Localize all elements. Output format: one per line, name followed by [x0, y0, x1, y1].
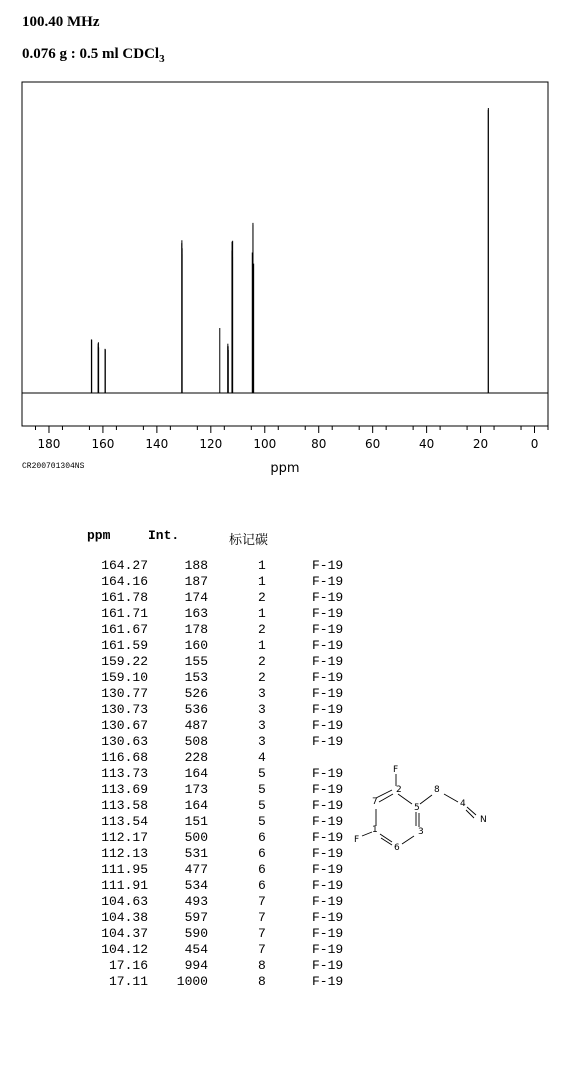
label-cell: 3	[258, 734, 266, 749]
label-cell: 6	[258, 846, 266, 861]
table-row	[0, 606, 570, 622]
table-row	[0, 590, 570, 606]
int-cell: 500	[184, 830, 208, 845]
ppm-cell: 104.38	[101, 910, 148, 925]
int-cell: 454	[184, 942, 208, 957]
ppm-cell: 113.58	[101, 798, 148, 813]
tick-label-140: 140	[145, 437, 169, 451]
label-cell: 7	[258, 926, 266, 941]
int-cell: 477	[184, 862, 208, 877]
label-cell: 1	[258, 558, 266, 573]
int-cell: 1000	[176, 974, 208, 989]
int-cell: 526	[184, 686, 208, 701]
int-cell: 228	[184, 750, 208, 765]
molecule-structure	[348, 764, 508, 884]
label-cell: 6	[258, 878, 266, 893]
table-row	[0, 654, 570, 670]
label-cell: 3	[258, 718, 266, 733]
tag-cell: F-19	[312, 654, 344, 669]
int-cell: 188	[184, 558, 208, 573]
int-cell: 994	[184, 958, 208, 973]
ppm-cell: 104.63	[101, 894, 148, 909]
atom-label: 6	[394, 843, 400, 853]
molecule-labels	[354, 765, 487, 853]
label-cell: 5	[258, 798, 266, 813]
sample-text: 0.076 g : 0.5 ml CDCl	[22, 46, 160, 62]
label-cell: 2	[258, 622, 266, 637]
atom-label: 5	[414, 803, 420, 813]
tick-label-100: 100	[253, 437, 277, 451]
int-cell: 531	[184, 846, 208, 861]
tag-cell: F-19	[312, 734, 344, 749]
ppm-cell: 130.63	[101, 734, 148, 749]
atom-label: N	[480, 815, 487, 825]
tag-cell: F-19	[312, 974, 344, 989]
peak-table-header	[0, 528, 570, 548]
tag-cell: F-19	[312, 622, 344, 637]
int-cell: 487	[184, 718, 208, 733]
table-row	[0, 574, 570, 590]
label-cell: 1	[258, 606, 266, 621]
int-cell: 590	[184, 926, 208, 941]
int-cell: 178	[184, 622, 208, 637]
nmr-spectrum-chart	[0, 0, 570, 480]
tag-cell: F-19	[312, 910, 344, 925]
ppm-cell: 161.71	[101, 606, 148, 621]
tag-cell: F-19	[312, 926, 344, 941]
sample-subscript: 3	[159, 53, 165, 65]
tag-cell: F-19	[312, 590, 344, 605]
peak-group	[91, 108, 488, 393]
atom-label: F	[354, 835, 360, 845]
int-cell: 164	[184, 798, 208, 813]
ppm-cell: 130.73	[101, 702, 148, 717]
int-cell: 160	[184, 638, 208, 653]
tick-label-120: 120	[199, 437, 223, 451]
ppm-cell: 116.68	[101, 750, 148, 765]
label-cell: 5	[258, 766, 266, 781]
int-cell: 174	[184, 590, 208, 605]
tag-cell: F-19	[312, 862, 344, 877]
atom-label: 3	[418, 827, 424, 837]
table-row	[0, 702, 570, 718]
int-cell: 164	[184, 766, 208, 781]
tick-label-40: 40	[418, 437, 435, 451]
tag-cell: F-19	[312, 846, 344, 861]
label-cell: 8	[258, 974, 266, 989]
ppm-cell: 161.59	[101, 638, 148, 653]
tick-label-80: 80	[311, 437, 327, 451]
atom-label: 7	[372, 797, 378, 807]
atom-label: 2	[396, 785, 402, 795]
int-cell: 163	[184, 606, 208, 621]
label-cell: 7	[258, 942, 266, 957]
label-cell: 5	[258, 814, 266, 829]
int-cell: 187	[184, 574, 208, 589]
tag-cell: F-19	[312, 638, 344, 653]
tick-label-20: 20	[472, 437, 489, 451]
int-cell: 536	[184, 702, 208, 717]
label-cell: 7	[258, 910, 266, 925]
spectrum-code: CR200701304NS	[22, 462, 85, 471]
tag-cell: F-19	[312, 574, 344, 589]
label-cell: 2	[258, 670, 266, 685]
label-cell: 1	[258, 638, 266, 653]
tag-cell: F-19	[312, 958, 344, 973]
ppm-cell: 113.69	[101, 782, 148, 797]
atom-label: 4	[460, 799, 466, 809]
table-row	[0, 718, 570, 734]
label-cell: 3	[258, 702, 266, 717]
int-cell: 153	[184, 670, 208, 685]
ppm-cell: 113.54	[101, 814, 148, 829]
table-row	[0, 686, 570, 702]
int-cell: 151	[184, 814, 208, 829]
tag-cell: F-19	[312, 766, 344, 781]
tag-cell: F-19	[312, 814, 344, 829]
ppm-cell: 112.17	[101, 830, 148, 845]
tick-label-0: 0	[530, 437, 539, 451]
ppm-cell: 159.22	[101, 654, 148, 669]
tag-cell: F-19	[312, 686, 344, 701]
table-row	[0, 622, 570, 638]
label-cell: 6	[258, 830, 266, 845]
table-row	[0, 734, 570, 750]
tag-cell: F-19	[312, 606, 344, 621]
col-label-header: 标记碳	[229, 533, 269, 548]
tag-cell: F-19	[312, 782, 344, 797]
label-cell: 8	[258, 958, 266, 973]
table-row	[0, 958, 570, 974]
label-cell: 4	[258, 750, 266, 765]
atom-label: 8	[434, 785, 440, 795]
tag-cell: F-19	[312, 878, 344, 893]
ppm-cell: 104.12	[101, 942, 148, 957]
tag-cell: F-19	[312, 942, 344, 957]
x-axis-label: ppm	[270, 461, 300, 476]
table-row	[0, 638, 570, 654]
int-cell: 155	[184, 654, 208, 669]
tag-cell: F-19	[312, 718, 344, 733]
ppm-cell: 164.16	[101, 574, 148, 589]
tag-cell: F-19	[312, 798, 344, 813]
ppm-cell: 130.67	[101, 718, 148, 733]
tick-label-60: 60	[365, 437, 381, 451]
tag-cell: F-19	[312, 830, 344, 845]
label-cell: 1	[258, 574, 266, 589]
table-row	[0, 974, 570, 990]
label-cell: 2	[258, 654, 266, 669]
col-int-header: Int.	[148, 528, 180, 543]
int-cell: 173	[184, 782, 208, 797]
label-cell: 7	[258, 894, 266, 909]
ppm-cell: 112.13	[101, 846, 148, 861]
label-cell: 2	[258, 590, 266, 605]
ppm-cell: 164.27	[101, 558, 148, 573]
ppm-cell: 113.73	[101, 766, 148, 781]
ppm-cell: 159.10	[101, 670, 148, 685]
ppm-cell: 111.95	[101, 862, 148, 877]
atom-label: 1	[372, 825, 378, 835]
table-row	[0, 910, 570, 926]
col-ppm-header: ppm	[87, 528, 111, 543]
tag-cell: F-19	[312, 702, 344, 717]
tick-label-160: 160	[91, 437, 115, 451]
table-row	[0, 926, 570, 942]
tick-label-180: 180	[37, 437, 61, 451]
ppm-cell: 17.11	[108, 974, 148, 989]
atom-label: F	[393, 765, 399, 775]
label-cell: 5	[258, 782, 266, 797]
int-cell: 597	[184, 910, 208, 925]
int-cell: 493	[184, 894, 208, 909]
ppm-cell: 17.16	[108, 958, 148, 973]
label-cell: 6	[258, 862, 266, 877]
label-cell: 3	[258, 686, 266, 701]
ppm-cell: 111.91	[101, 878, 148, 893]
plot-frame	[22, 82, 548, 426]
x-axis	[35, 426, 548, 451]
tag-cell: F-19	[312, 894, 344, 909]
spectrometer-frequency: 100.40 MHz	[22, 14, 100, 30]
table-row	[0, 558, 570, 574]
tag-cell: F-19	[312, 558, 344, 573]
int-cell: 534	[184, 878, 208, 893]
table-row	[0, 670, 570, 686]
int-cell: 508	[184, 734, 208, 749]
ppm-cell: 130.77	[101, 686, 148, 701]
ppm-cell: 104.37	[101, 926, 148, 941]
tag-cell: F-19	[312, 670, 344, 685]
ppm-cell: 161.78	[101, 590, 148, 605]
table-row	[0, 894, 570, 910]
table-row	[0, 942, 570, 958]
ppm-cell: 161.67	[101, 622, 148, 637]
